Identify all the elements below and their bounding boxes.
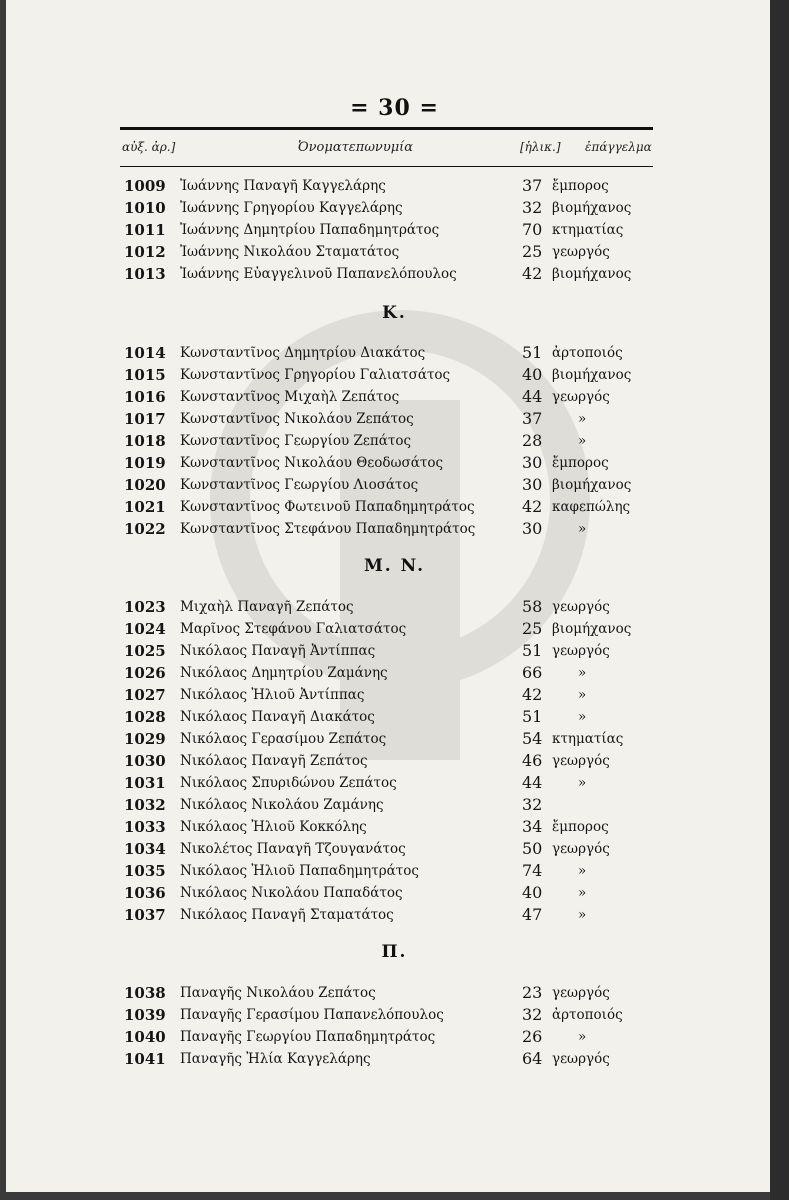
column-header-name: Ὀνοματεπωνυμία — [298, 140, 414, 155]
entry-name: Νικόλαος Ἠλιοῦ Ἀντίππας — [180, 687, 365, 703]
entry-age: 32 — [522, 1005, 543, 1024]
entry-name: Κωνσταντῖνος Γρηγορίου Γαλιατσάτος — [180, 367, 451, 383]
entry-number: 1027 — [124, 686, 166, 704]
list-item — [0, 904, 789, 926]
entry-age: 54 — [522, 729, 543, 748]
entry-age: 32 — [522, 795, 543, 814]
entry-age: 40 — [522, 883, 543, 902]
list-item — [0, 1004, 789, 1026]
header-rule-top — [120, 127, 653, 130]
entry-age: 32 — [522, 198, 543, 217]
entry-number: 1020 — [124, 476, 166, 494]
entry-number: 1010 — [124, 199, 166, 217]
entry-age: 50 — [522, 839, 543, 858]
entry-number: 1009 — [124, 177, 166, 195]
entry-name: Ἰωάννης Γρηγορίου Καγγελάρης — [180, 200, 403, 216]
list-item — [0, 197, 789, 219]
entry-name: Κωνσταντῖνος Νικολάου Θεοδωσάτος — [180, 455, 444, 471]
entry-age: 34 — [522, 817, 543, 836]
entry-age: 25 — [522, 619, 543, 638]
entry-number: 1019 — [124, 454, 166, 472]
entry-number: 1025 — [124, 642, 166, 660]
entry-occupation: γεωργός — [552, 643, 610, 659]
list-item — [0, 1048, 789, 1070]
entry-age: 40 — [522, 365, 543, 384]
entry-name: Ἰωάννης Δημητρίου Παπαδημητράτος — [180, 222, 440, 238]
entry-number: 1029 — [124, 730, 166, 748]
entry-occupation: » — [578, 521, 587, 537]
entry-name: Μαρῖνος Στεφάνου Γαλιατσάτος — [180, 621, 407, 637]
entry-number: 1024 — [124, 620, 166, 638]
entry-age: 66 — [522, 663, 543, 682]
list-item — [0, 596, 789, 618]
entry-name: Παναγῆς Νικολάου Ζεπάτος — [180, 985, 376, 1001]
list-item — [0, 882, 789, 904]
entry-name: Μιχαὴλ Παναγῆ Ζεπάτος — [180, 599, 354, 615]
entry-occupation: » — [578, 687, 587, 703]
entry-age: 23 — [522, 983, 543, 1002]
page-number: = 30 = — [350, 95, 439, 121]
entry-occupation: γεωργός — [552, 841, 610, 857]
entry-name: Νικόλαος Ἠλιοῦ Κοκκόλης — [180, 819, 367, 835]
list-item — [0, 241, 789, 263]
entry-occupation: γεωργός — [552, 985, 610, 1001]
entry-number: 1039 — [124, 1006, 166, 1024]
entry-occupation: γεωργός — [552, 244, 610, 260]
entry-occupation: βιομήχανος — [552, 200, 632, 216]
entry-name: Παναγῆς Γερασίμου Παπανελόπουλος — [180, 1007, 444, 1023]
header-rule-bottom — [120, 166, 653, 167]
entry-name: Νικόλαος Ἠλιοῦ Παπαδημητράτος — [180, 863, 419, 879]
entry-number: 1015 — [124, 366, 166, 384]
entry-name: Παναγῆς Ἠλία Καγγελάρης — [180, 1051, 371, 1067]
list-item — [0, 408, 789, 430]
entry-number: 1037 — [124, 906, 166, 924]
section-heading-k: K. — [382, 303, 407, 323]
entry-age: 42 — [522, 497, 543, 516]
entry-age: 28 — [522, 431, 543, 450]
list-item — [0, 175, 789, 197]
entry-number: 1022 — [124, 520, 166, 538]
entry-number: 1014 — [124, 344, 166, 362]
section-heading-mn: M. N. — [363, 556, 426, 576]
entry-age: 37 — [522, 409, 543, 428]
entry-age: 44 — [522, 773, 543, 792]
entry-number: 1016 — [124, 388, 166, 406]
list-item — [0, 452, 789, 474]
entry-name: Νικόλαος Παναγῆ Ἀντίππας — [180, 643, 376, 659]
entry-occupation: γεωργός — [552, 753, 610, 769]
list-item — [0, 386, 789, 408]
entry-number: 1012 — [124, 243, 166, 261]
entry-occupation: γεωργός — [552, 1051, 610, 1067]
entry-name: Νικόλαος Δημητρίου Ζαμάνης — [180, 665, 388, 681]
entry-name: Νικόλαος Παναγῆ Διακάτος — [180, 709, 375, 725]
entry-occupation: » — [578, 433, 587, 449]
entry-age: 30 — [522, 475, 543, 494]
entry-age: 47 — [522, 905, 543, 924]
list-item — [0, 982, 789, 1004]
entry-occupation: γεωργός — [552, 599, 610, 615]
entry-age: 46 — [522, 751, 543, 770]
list-item — [0, 706, 789, 728]
entry-name: Κωνσταντῖνος Στεφάνου Παπαδημητράτος — [180, 521, 476, 537]
entry-occupation: κτηματίας — [552, 222, 624, 238]
list-item — [0, 342, 789, 364]
list-item — [0, 750, 789, 772]
list-item — [0, 474, 789, 496]
entry-name: Ἰωάννης Νικολάου Σταματάτος — [180, 244, 400, 260]
entry-number: 1033 — [124, 818, 166, 836]
entry-occupation: » — [578, 863, 587, 879]
entry-name: Κωνσταντῖνος Δημητρίου Διακάτος — [180, 345, 426, 361]
list-item — [0, 640, 789, 662]
entry-occupation: ἀρτοποιός — [552, 1007, 623, 1023]
entry-age: 44 — [522, 387, 543, 406]
entry-age: 70 — [522, 220, 543, 239]
entry-occupation: » — [578, 775, 587, 791]
list-item — [0, 496, 789, 518]
entry-age: 51 — [522, 707, 543, 726]
entry-occupation: » — [578, 885, 587, 901]
entry-name: Ἰωάννης Εὐαγγελινοῦ Παπανελόπουλος — [180, 266, 457, 282]
entry-occupation: » — [578, 1029, 587, 1045]
entry-occupation: ἔμπορος — [552, 455, 609, 471]
entry-age: 30 — [522, 519, 543, 538]
entry-age: 37 — [522, 176, 543, 195]
entry-age: 51 — [522, 641, 543, 660]
entry-name: Κωνσταντῖνος Νικολάου Ζεπάτος — [180, 411, 414, 427]
entry-number: 1040 — [124, 1028, 166, 1046]
entry-name: Ἰωάννης Παναγῆ Καγγελάρης — [180, 178, 386, 194]
entry-number: 1034 — [124, 840, 166, 858]
entry-occupation: » — [578, 411, 587, 427]
list-item — [0, 794, 789, 816]
entry-name: Νικόλαος Σπυριδώνου Ζεπάτος — [180, 775, 397, 791]
list-item — [0, 430, 789, 452]
entry-occupation: ἔμπορος — [552, 178, 609, 194]
entry-age: 74 — [522, 861, 543, 880]
entry-name: Νικολέτος Παναγῆ Τζουγανάτος — [180, 841, 406, 857]
entry-number: 1041 — [124, 1050, 166, 1068]
entry-number: 1021 — [124, 498, 166, 516]
entry-number: 1026 — [124, 664, 166, 682]
column-header-age: [ἡλικ.] — [520, 140, 561, 154]
entry-number: 1032 — [124, 796, 166, 814]
list-item — [0, 816, 789, 838]
list-item — [0, 684, 789, 706]
entry-name: Κωνσταντῖνος Μιχαὴλ Ζεπάτος — [180, 389, 400, 405]
entry-number: 1038 — [124, 984, 166, 1002]
section-heading-p: Π. — [381, 942, 408, 962]
list-item — [0, 728, 789, 750]
entry-occupation: γεωργός — [552, 389, 610, 405]
entry-number: 1028 — [124, 708, 166, 726]
entry-number: 1013 — [124, 265, 166, 283]
entry-name: Κωνσταντῖνος Γεωργίου Ζεπάτος — [180, 433, 412, 449]
entry-occupation: κτηματίας — [552, 731, 624, 747]
column-header-occupation: ἐπάγγελμα — [585, 140, 652, 154]
entry-age: 25 — [522, 242, 543, 261]
entry-occupation: βιομήχανος — [552, 266, 632, 282]
entry-occupation: βιομήχανος — [552, 621, 632, 637]
entry-name: Κωνσταντῖνος Γεωργίου Λιοσάτος — [180, 477, 419, 493]
entry-name: Νικόλαος Παναγῆ Ζεπάτος — [180, 753, 368, 769]
entry-occupation: βιομήχανος — [552, 477, 632, 493]
list-item — [0, 364, 789, 386]
entry-number: 1036 — [124, 884, 166, 902]
entry-occupation: ἀρτοποιός — [552, 345, 623, 361]
entry-name: Κωνσταντῖνος Φωτεινοῦ Παπαδημητράτος — [180, 499, 475, 515]
entry-number: 1031 — [124, 774, 166, 792]
entry-name: Νικόλαος Νικολάου Παπαδάτος — [180, 885, 403, 901]
entry-occupation: ἔμπορος — [552, 819, 609, 835]
entry-name: Νικόλαος Γερασίμου Ζεπάτος — [180, 731, 387, 747]
entry-name: Νικόλαος Νικολάου Ζαμάνης — [180, 797, 384, 813]
entry-age: 30 — [522, 453, 543, 472]
entry-occupation: » — [578, 709, 587, 725]
entry-number: 1035 — [124, 862, 166, 880]
entry-age: 64 — [522, 1049, 543, 1068]
list-item — [0, 219, 789, 241]
entry-name: Νικόλαος Παναγῆ Σταματάτος — [180, 907, 394, 923]
list-item — [0, 263, 789, 285]
entry-number: 1023 — [124, 598, 166, 616]
entry-number: 1018 — [124, 432, 166, 450]
list-item — [0, 838, 789, 860]
list-item — [0, 618, 789, 640]
list-item — [0, 860, 789, 882]
entry-occupation: » — [578, 907, 587, 923]
entry-age: 58 — [522, 597, 543, 616]
list-item — [0, 1026, 789, 1048]
list-item — [0, 772, 789, 794]
entry-number: 1030 — [124, 752, 166, 770]
entry-occupation: » — [578, 665, 587, 681]
list-item — [0, 518, 789, 540]
column-header-number: αὐξ. ἀρ.] — [122, 140, 176, 154]
entry-number: 1017 — [124, 410, 166, 428]
entry-number: 1011 — [124, 221, 166, 239]
list-item — [0, 662, 789, 684]
entry-occupation: καφεπώλης — [552, 499, 631, 515]
entry-occupation: βιομήχανος — [552, 367, 632, 383]
entry-age: 26 — [522, 1027, 543, 1046]
entry-age: 51 — [522, 343, 543, 362]
entry-name: Παναγῆς Γεωργίου Παπαδημητράτος — [180, 1029, 436, 1045]
entry-age: 42 — [522, 264, 543, 283]
entry-age: 42 — [522, 685, 543, 704]
